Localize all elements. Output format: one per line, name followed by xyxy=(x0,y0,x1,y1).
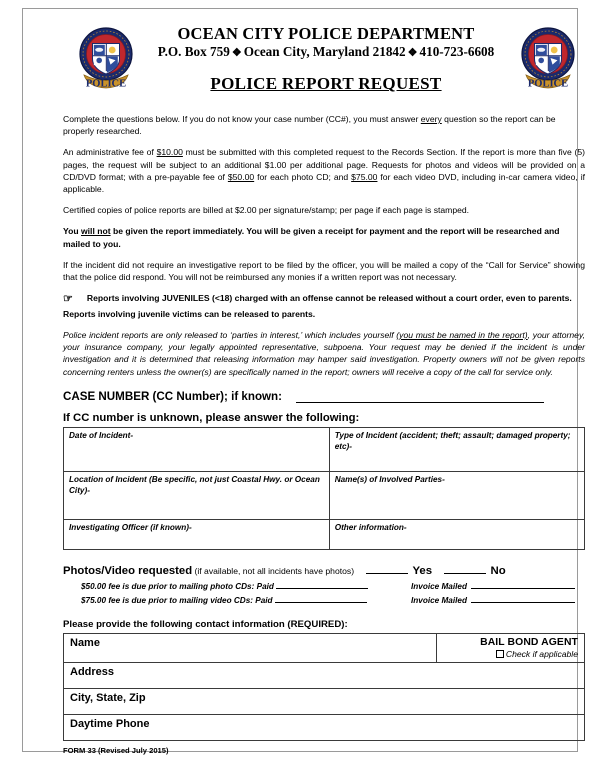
table-row xyxy=(64,471,585,519)
p6-part-b: , your attorney, your insurance company, your legally appointed representative, subpoena. Your request may be denied if the incident is under investigation and it is determined that releasing information may hamper said investigation. Property owners will not be given reports concerning renters unless the owner(s) are specifically named in the report; owners will receive a copy of the call for service only. xyxy=(63,330,585,377)
form-header xyxy=(63,23,585,101)
video-cd-paid-input[interactable] xyxy=(275,594,367,603)
case-number-row xyxy=(63,390,585,403)
involved-parties-cell[interactable] xyxy=(329,471,584,519)
name-label: Name xyxy=(70,636,100,649)
video-cd-invoice-label: Invoice Mailed xyxy=(411,595,467,605)
juvenile-notice-text: Reports involving JUVENILES (<18) charged with an offense cannot be released without a court order, even to parents. Reports involving juvenile victims can be released to parents. xyxy=(63,293,572,319)
p6-emphasis: (you must be named in the report) xyxy=(396,330,528,341)
case-number-input[interactable] xyxy=(296,391,544,403)
bail-bond-agent-title: BAIL BOND AGENT xyxy=(480,636,578,648)
photos-yes-checkbox[interactable] xyxy=(366,564,408,574)
contact-information-table xyxy=(63,633,585,741)
location-of-incident-label: Location of Incident (Be specific, not just Coastal Hwy. or Ocean City)- xyxy=(69,474,320,495)
unknown-cc-prompt: If CC number is unknown, please answer the following: xyxy=(63,411,360,424)
photos-video-section xyxy=(63,564,585,607)
contact-information-heading: Please provide the following contact information (REQUIRED): xyxy=(63,618,348,630)
video-cd-fee-group xyxy=(81,594,367,605)
case-number-label: CASE NUMBER (CC Number); if known: xyxy=(63,389,282,403)
video-cd-invoice-group xyxy=(411,594,575,605)
photos-video-title: Photos/Video requested xyxy=(63,564,193,577)
daytime-phone-field-cell[interactable] xyxy=(64,714,585,740)
address-field-cell[interactable] xyxy=(64,662,585,688)
p6-part-a: Police incident reports are only released to ‘parties in interest,’ which includes yourself xyxy=(63,330,397,341)
bail-bond-agent-check-label: Check if applicable xyxy=(505,648,578,659)
instructions-block xyxy=(63,113,585,378)
daytime-phone-label: Daytime Phone xyxy=(70,717,150,730)
investigating-officer-cell[interactable] xyxy=(64,519,330,549)
header-text-block xyxy=(141,25,511,94)
page-border xyxy=(22,8,585,755)
photos-yes-label: Yes xyxy=(412,564,433,577)
photos-no-label: No xyxy=(490,564,506,577)
photos-video-request-row xyxy=(63,564,585,579)
city-state-zip: Ocean City, Maryland 21842 xyxy=(243,44,406,60)
not-immediate-notice xyxy=(63,225,585,249)
bail-bond-agent-cell xyxy=(437,633,585,662)
badge-police-text: POLICE xyxy=(85,78,127,90)
ocean-city-police-seal-right-icon xyxy=(517,25,579,93)
photo-cd-paid-input[interactable] xyxy=(276,580,368,589)
video-cd-fee-text: $75.00 fee is due prior to mailing video CDs: Paid xyxy=(81,595,273,605)
form-id-footer: FORM 33 (Revised July 2015) xyxy=(63,745,169,755)
certified-copies-paragraph: Certified copies of police reports are billed at $2.00 per signature/stamp; per page if each page is stamped. xyxy=(63,205,470,216)
diamond-separator-icon-2: ❖ xyxy=(407,47,418,60)
city-state-zip-label: City, State, Zip xyxy=(70,691,146,704)
name-field-cell[interactable] xyxy=(64,633,437,662)
photo-cd-fee-row xyxy=(63,580,585,593)
p2-part-c: for each photo CD; and xyxy=(254,171,352,182)
p4-emphasis: will not xyxy=(80,226,111,237)
table-row xyxy=(64,519,585,549)
page-title: POLICE REPORT REQUEST xyxy=(210,74,442,94)
photos-no-checkbox[interactable] xyxy=(444,564,486,574)
p1-emphasis: every xyxy=(420,114,442,124)
table-row xyxy=(64,427,585,471)
pointing-hand-icon: ☞ xyxy=(63,293,73,306)
po-box: P.O. Box 759 xyxy=(157,44,230,60)
photo-cd-fee-text: $50.00 fee is due prior to mailing photo CDs: Paid xyxy=(81,581,274,591)
date-of-incident-label: Date of Incident- xyxy=(69,430,134,440)
p2-part-d: for each video DVD, including in-car camera video, if applicable. xyxy=(63,171,585,195)
bail-bond-agent-checkbox[interactable] xyxy=(496,650,504,658)
type-of-incident-cell[interactable] xyxy=(329,427,584,471)
p2-part-b: must be submitted with this completed request to the Records Section. If the report is more than five (5) pages, the request will be subject to an additional $1.00 per additional page. Requests for photos and videos will be provided on a CD/DVD format; with a pre-payable fee of xyxy=(63,147,585,182)
other-information-cell[interactable] xyxy=(329,519,584,549)
video-cd-invoice-input[interactable] xyxy=(471,594,575,603)
photo-cd-fee-group xyxy=(81,580,368,591)
juvenile-notice xyxy=(63,292,585,320)
location-of-incident-cell[interactable] xyxy=(64,471,330,519)
photos-video-note: (if available, not all incidents have photos) xyxy=(194,565,355,576)
photo-cd-invoice-label: Invoice Mailed xyxy=(411,581,467,591)
p4-part-b: be given the report immediately. You will be given a receipt for payment and the report will be researched and mailed to you. xyxy=(63,226,560,249)
p1-part-b: question so the report can be properly researched. xyxy=(63,114,556,137)
parties-in-interest-paragraph xyxy=(63,329,585,378)
type-of-incident-label: Type of Incident (accident; theft; assault; damaged property; etc)- xyxy=(334,430,571,451)
video-dvd-fee-amount: $75.00 xyxy=(351,171,378,182)
badge-police-text-right: POLICE xyxy=(527,78,569,90)
address-label: Address xyxy=(70,665,115,678)
video-cd-fee-row xyxy=(63,594,585,607)
phone-number: 410-723-6608 xyxy=(419,44,495,60)
instructions-paragraph-1 xyxy=(63,113,585,137)
photo-cd-invoice-group xyxy=(411,580,575,591)
p2-part-a: An administrative fee of xyxy=(63,147,157,158)
p1-part-a: Complete the questions below. If you do not know your case number (CC#), you must answer xyxy=(63,114,421,124)
incident-details-table xyxy=(63,427,585,550)
involved-parties-label: Name(s) of Involved Parties- xyxy=(334,474,445,484)
investigating-officer-label: Investigating Officer (if known)- xyxy=(69,522,192,532)
table-row xyxy=(64,662,585,688)
other-information-label: Other information- xyxy=(334,522,407,532)
bail-bond-agent-check-row[interactable] xyxy=(443,649,578,659)
department-address xyxy=(141,44,511,60)
fee-paragraph xyxy=(63,146,585,195)
date-of-incident-cell[interactable] xyxy=(64,427,330,471)
diamond-separator-icon: ❖ xyxy=(231,47,242,60)
department-name: OCEAN CITY POLICE DEPARTMENT xyxy=(177,24,475,43)
admin-fee-amount: $10.00 xyxy=(156,147,183,158)
photo-cd-fee-amount: $50.00 xyxy=(227,171,255,182)
table-row xyxy=(64,714,585,740)
p4-part-a: You xyxy=(63,226,81,237)
call-for-service-paragraph: If the incident did not require an investigative report to be filed by the officer, you will be mailed a copy of the “Call for Service” showing that the police did respond. You will not be reimbursed any monies if a written report was not necessary. xyxy=(63,259,585,283)
city-state-zip-field-cell[interactable] xyxy=(64,688,585,714)
form-content xyxy=(63,23,585,755)
table-row xyxy=(64,633,585,662)
ocean-city-police-seal-left-icon xyxy=(75,25,137,93)
photo-cd-invoice-input[interactable] xyxy=(471,580,575,589)
table-row xyxy=(64,688,585,714)
